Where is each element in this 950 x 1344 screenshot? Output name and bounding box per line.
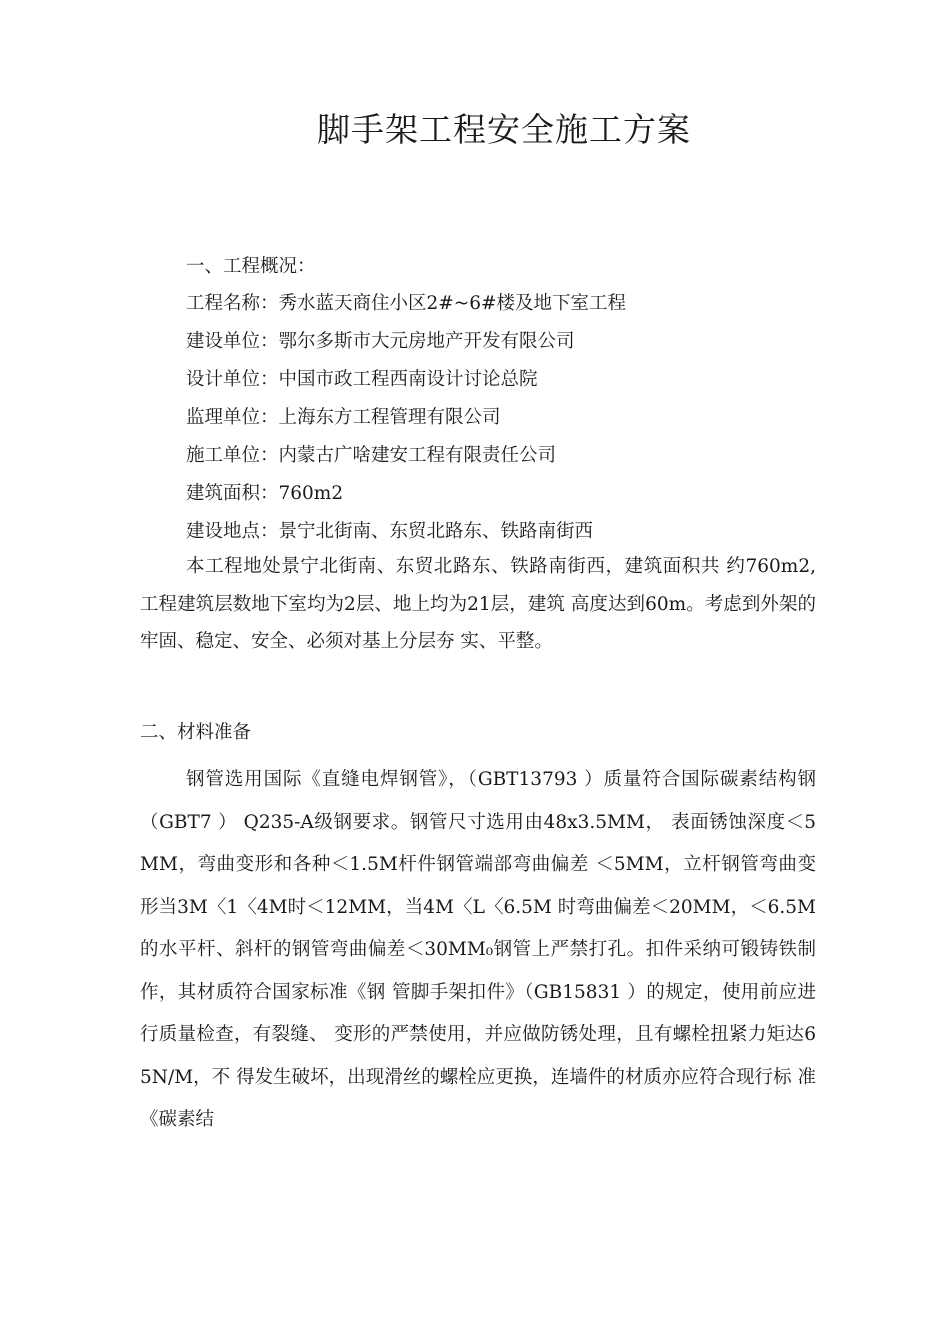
info-contractor: 施工单位：内蒙古广啥建安工程有限责任公司 [186, 445, 557, 466]
info-location: 建设地点：景宁北街南、东贸北路东、铁路南街西 [186, 521, 594, 542]
document-title: 脚手架工程安全施工方案 [317, 110, 691, 149]
section-2-heading: 二、材料准备 [140, 722, 252, 743]
info-building-area: 建筑面积：760m2 [186, 483, 344, 504]
project-info-list [186, 285, 626, 551]
info-supervisor: 监理单位：上海东方工程管理有限公司 [186, 407, 501, 428]
info-project-name: 工程名称：秀水蓝天商住小区2#~6#楼及地下室工程 [186, 293, 627, 314]
info-designer: 设计单位：中国市政工程西南设计讨论总院 [186, 369, 538, 390]
section-1-paragraph: 本工程地处景宁北街南、东贸北路东、铁路南街西，建筑面积共 约760m2,工程建筑层数地下室均为2层、地上均为21层，建筑 高度达到60m。考虑到外架的牢固、稳定、安全、必须对基上分层夯 实、平整。 [140, 556, 816, 652]
section-2-paragraph: 钢管选用国际《直缝电焊钢管》，（GBT13793 ）质量符合国际碳素结构钢（GBT7 ） Q235-A级钢要求。钢管尺寸选用由48x3.5MM， 表面锈蚀深度＜5MM，弯曲变形和各种＜1.5M杆件钢管端部弯曲偏差 ＜5MM，立杆钢管弯曲变形当3M〈1〈4M时＜12MM，当4M〈L〈6.5M 时弯曲偏差＜20MM，＜6.5M的水平杆、斜杆的钢管弯曲偏差＜30MM₀钢管上严禁打孔。扣件采纳可锻铸铁制作，其材质符合国家标准《钢 管脚手架扣件》（GB15831 ）的规定，使用前应进行质量检查，有裂缝、 变形的严禁使用，并应做防锈处理，且有螺栓扭紧力矩达65N/M，不 得发生破坏，出现滑丝的螺栓应更换，连墙件的材质亦应符合现行标 准《碳素结 [140, 769, 816, 1130]
section-1-heading: 一、工程概况： [186, 256, 316, 277]
info-developer: 建设单位：鄂尔多斯市大元房地产开发有限公司 [186, 331, 575, 352]
